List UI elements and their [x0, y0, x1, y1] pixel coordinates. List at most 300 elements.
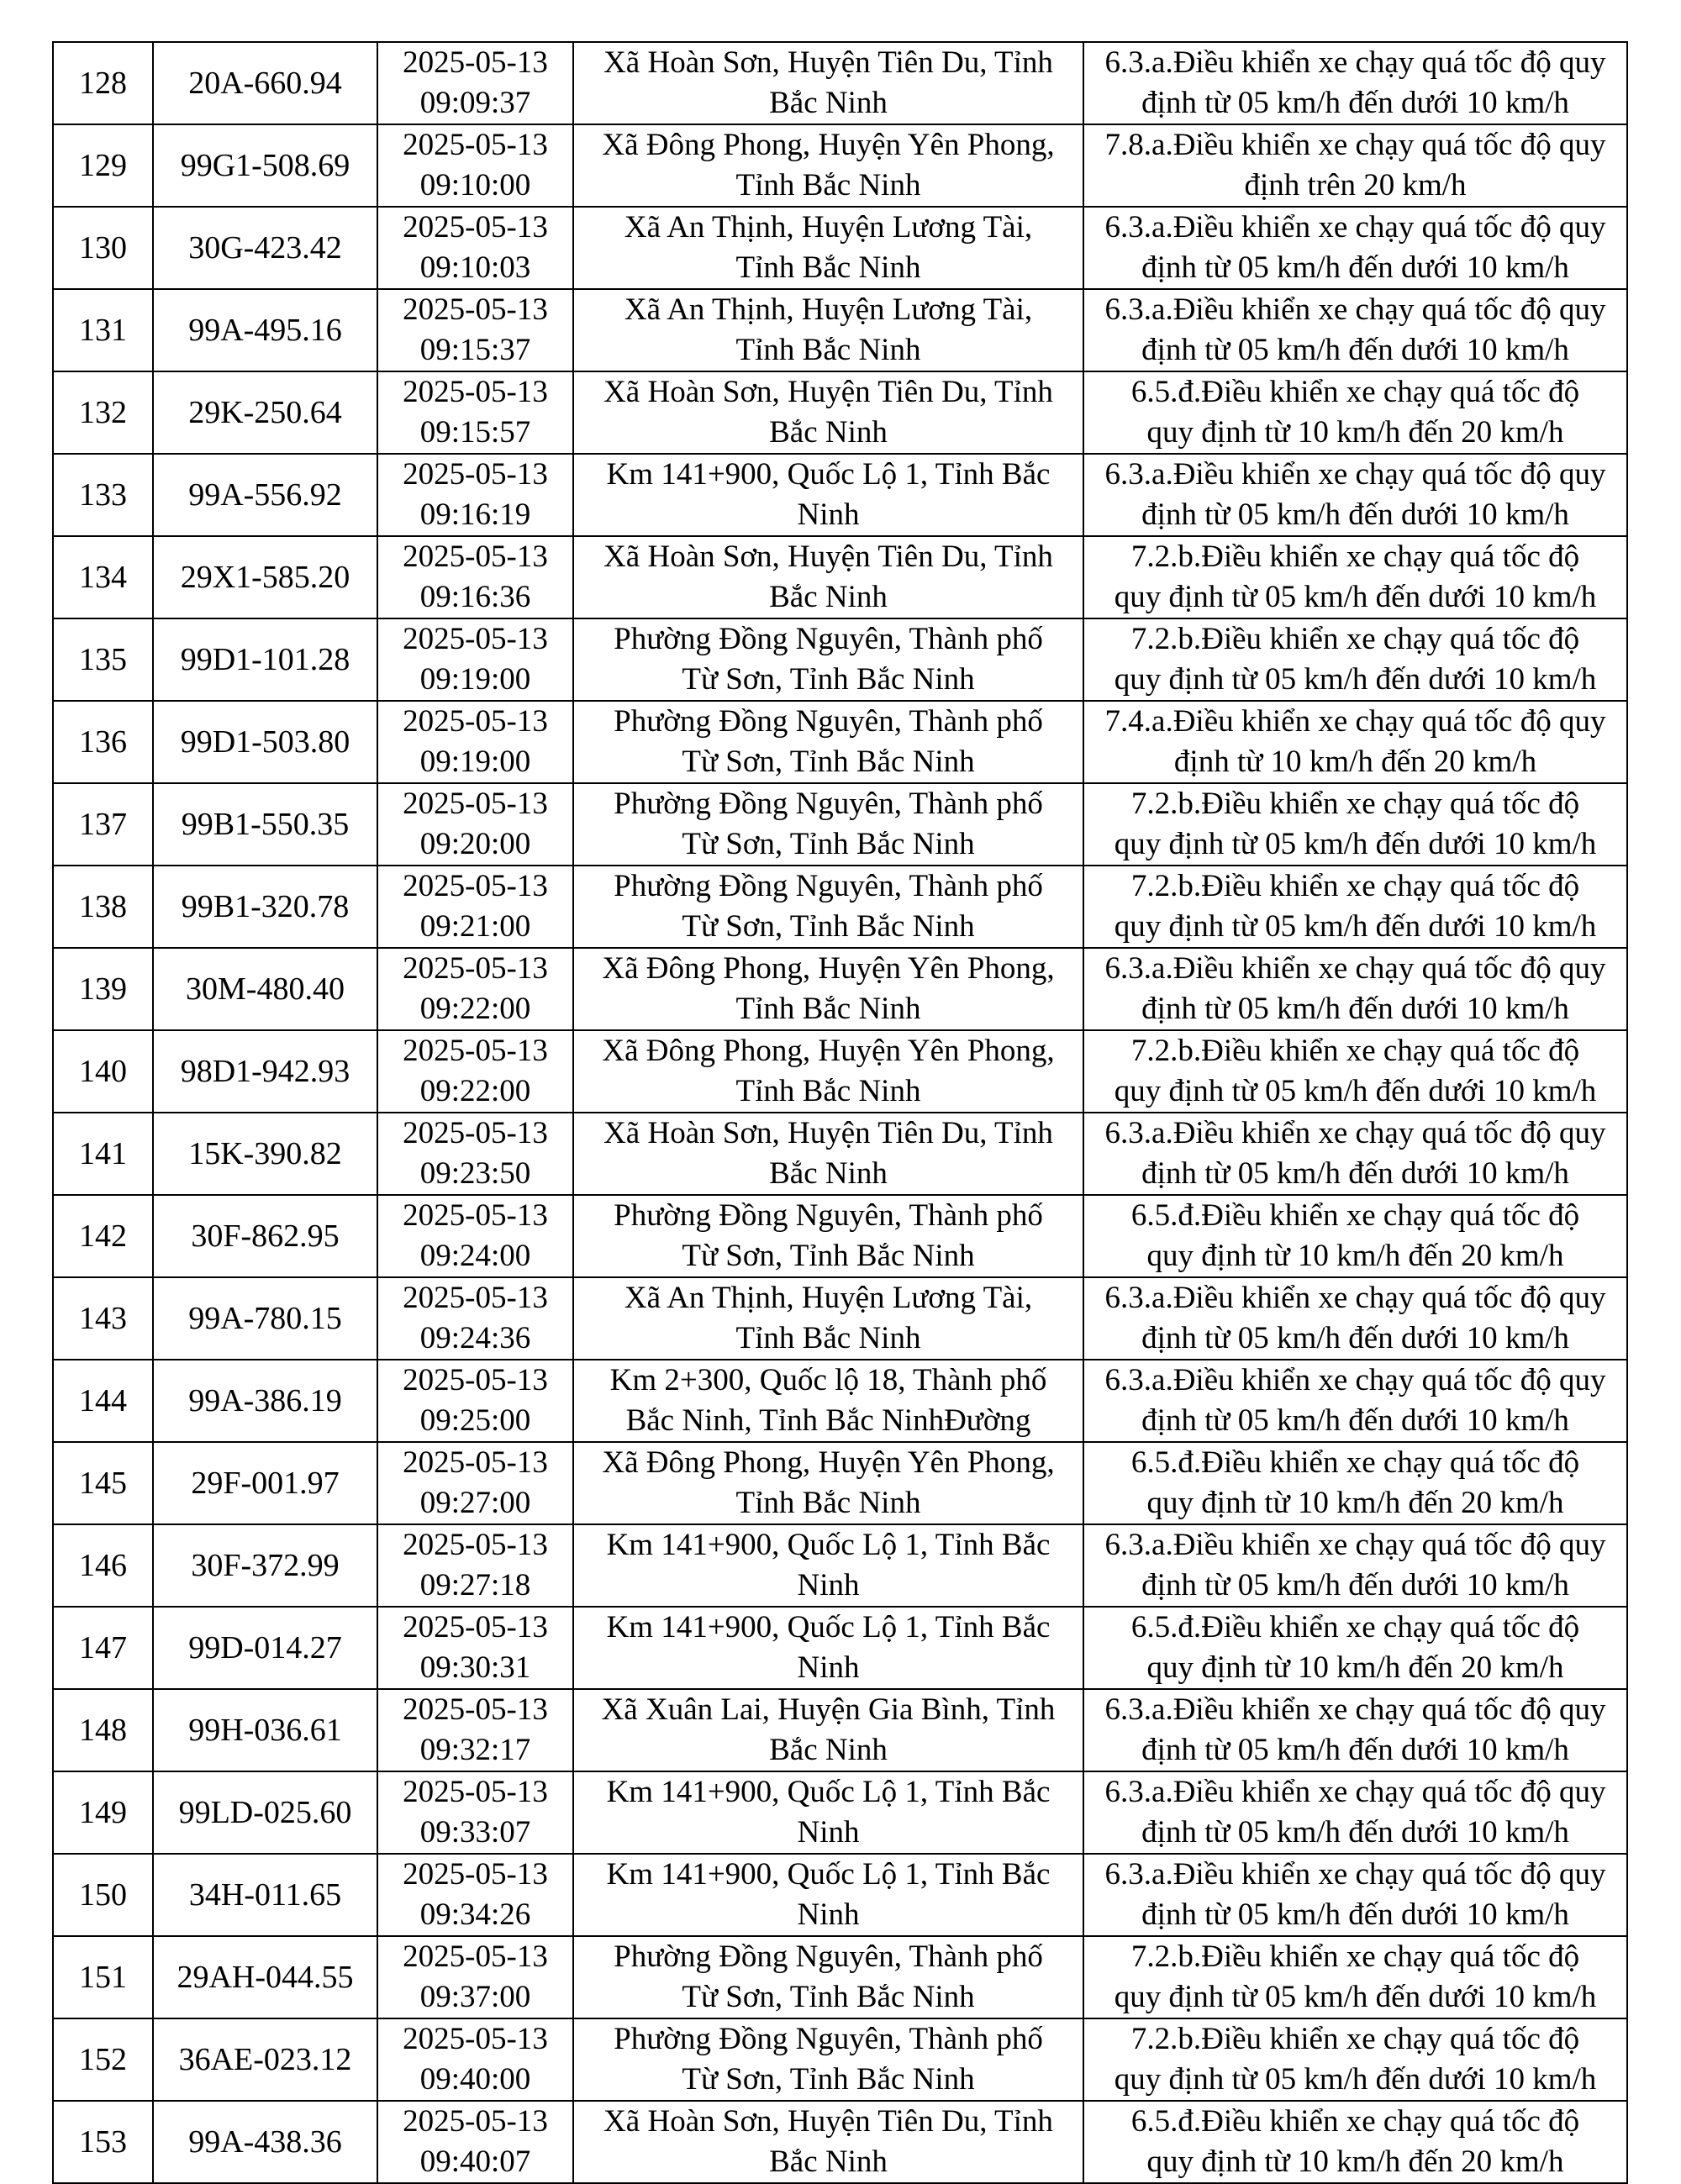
violation-line: 6.3.a.Điều khiển xe chạy quá tốc độ quy — [1104, 1692, 1606, 1727]
violation-cell — [1083, 1113, 1627, 1195]
location-cell — [573, 207, 1083, 289]
violations-table — [52, 41, 1628, 2184]
violation-date: 2025-05-13 — [403, 787, 548, 821]
location-line: Xã Đông Phong, Huyện Yên Phong, — [602, 1034, 1055, 1068]
row-number-cell: 147 — [53, 1607, 153, 1689]
violation-date: 2025-05-13 — [403, 622, 548, 656]
license-plate-cell: 29X1-585.20 — [153, 536, 377, 618]
license-plate-cell: 99B1-550.35 — [153, 783, 377, 866]
table-row — [53, 1277, 1627, 1360]
license-plate-cell: 98D1-942.93 — [153, 1030, 377, 1113]
violation-line: 7.8.a.Điều khiển xe chạy quá tốc độ quy — [1104, 128, 1606, 162]
violation-date: 2025-05-13 — [403, 292, 548, 327]
table-row — [53, 1524, 1627, 1607]
timestamp-cell — [377, 289, 573, 371]
violation-date: 2025-05-13 — [403, 869, 548, 903]
violation-time: 09:22:00 — [419, 992, 531, 1026]
violation-time: 09:24:00 — [419, 1239, 531, 1273]
location-line: Ninh — [797, 1815, 860, 1850]
timestamp-cell — [377, 948, 573, 1030]
violation-time: 09:40:00 — [419, 2062, 531, 2097]
location-line: Bắc Ninh — [769, 1733, 888, 1767]
location-line: Bắc Ninh — [769, 580, 888, 614]
violation-time: 09:34:26 — [419, 1897, 531, 1932]
violation-time: 09:33:07 — [419, 1815, 531, 1850]
location-line: Từ Sơn, Tỉnh Bắc Ninh — [682, 2062, 975, 2097]
location-cell — [573, 2018, 1083, 2101]
table-row — [53, 1689, 1627, 1771]
location-line: Tỉnh Bắc Ninh — [735, 168, 921, 203]
violation-line: 7.4.a.Điều khiển xe chạy quá tốc độ quy — [1104, 704, 1606, 739]
violation-line: quy định từ 05 km/h đến dưới 10 km/h — [1114, 662, 1597, 697]
location-line: Từ Sơn, Tỉnh Bắc Ninh — [682, 827, 975, 861]
timestamp-cell — [377, 1360, 573, 1442]
license-plate-cell: 36AE-023.12 — [153, 2018, 377, 2101]
violation-line: 6.3.a.Điều khiển xe chạy quá tốc độ quy — [1104, 1857, 1606, 1892]
location-line: Km 2+300, Quốc lộ 18, Thành phố — [609, 1363, 1047, 1397]
location-line: Phường Đồng Nguyên, Thành phố — [614, 704, 1043, 739]
location-line: Phường Đồng Nguyên, Thành phố — [614, 2022, 1043, 2056]
violation-cell — [1083, 866, 1627, 948]
violation-cell — [1083, 948, 1627, 1030]
row-number-cell: 146 — [53, 1524, 153, 1607]
location-cell — [573, 1195, 1083, 1277]
location-line: Ninh — [797, 1568, 860, 1602]
violation-line: 6.3.a.Điều khiển xe chạy quá tốc độ quy — [1104, 1775, 1606, 1809]
violation-time: 09:19:00 — [419, 662, 531, 697]
table-row — [53, 454, 1627, 536]
location-cell — [573, 1689, 1083, 1771]
violation-date: 2025-05-13 — [403, 1939, 548, 1974]
violation-line: quy định từ 10 km/h đến 20 km/h — [1146, 1486, 1564, 1520]
location-line: Phường Đồng Nguyên, Thành phố — [614, 622, 1043, 656]
violation-cell — [1083, 2101, 1627, 2183]
violation-line: định từ 05 km/h đến dưới 10 km/h — [1141, 1156, 1569, 1191]
violation-date: 2025-05-13 — [403, 1116, 548, 1150]
license-plate-cell: 30F-372.99 — [153, 1524, 377, 1607]
location-line: Xã Hoàn Sơn, Huyện Tiên Du, Tỉnh — [603, 45, 1053, 80]
violation-line: định từ 05 km/h đến dưới 10 km/h — [1141, 1403, 1569, 1438]
violation-line: định trên 20 km/h — [1244, 168, 1467, 203]
violation-time: 09:20:00 — [419, 827, 531, 861]
violation-date: 2025-05-13 — [403, 1528, 548, 1562]
violation-line: quy định từ 10 km/h đến 20 km/h — [1146, 2145, 1564, 2179]
violation-line: quy định từ 10 km/h đến 20 km/h — [1146, 1650, 1564, 1685]
violation-line: định từ 05 km/h đến dưới 10 km/h — [1141, 333, 1569, 367]
row-number-cell: 131 — [53, 289, 153, 371]
license-plate-cell: 99B1-320.78 — [153, 866, 377, 948]
violation-time: 09:30:31 — [419, 1650, 531, 1685]
row-number-cell: 139 — [53, 948, 153, 1030]
violation-line: 6.3.a.Điều khiển xe chạy quá tốc độ quy — [1104, 951, 1606, 986]
violation-time: 09:24:36 — [419, 1321, 531, 1355]
table-row — [53, 1030, 1627, 1113]
location-line: Km 141+900, Quốc Lộ 1, Tỉnh Bắc — [606, 1610, 1051, 1645]
location-line: Phường Đồng Nguyên, Thành phố — [614, 1939, 1043, 1974]
row-number-cell: 136 — [53, 701, 153, 783]
row-number-cell: 151 — [53, 1936, 153, 2018]
violation-time: 09:23:50 — [419, 1156, 531, 1191]
violation-cell — [1083, 1442, 1627, 1524]
license-plate-cell: 99LD-025.60 — [153, 1771, 377, 1854]
violation-cell — [1083, 1030, 1627, 1113]
license-plate-cell: 34H-011.65 — [153, 1854, 377, 1936]
timestamp-cell — [377, 1195, 573, 1277]
location-cell — [573, 42, 1083, 124]
violation-date: 2025-05-13 — [403, 128, 548, 162]
violation-time: 09:15:37 — [419, 333, 531, 367]
table-row — [53, 1195, 1627, 1277]
violation-line: định từ 10 km/h đến 20 km/h — [1173, 745, 1537, 779]
timestamp-cell — [377, 1936, 573, 2018]
table-row — [53, 2101, 1627, 2183]
timestamp-cell — [377, 701, 573, 783]
violation-line: định từ 05 km/h đến dưới 10 km/h — [1141, 1897, 1569, 1932]
violation-date: 2025-05-13 — [403, 1034, 548, 1068]
violation-line: 6.5.đ.Điều khiển xe chạy quá tốc độ — [1130, 1198, 1580, 1233]
violation-line: quy định từ 10 km/h đến 20 km/h — [1146, 415, 1564, 450]
location-line: Xã Đông Phong, Huyện Yên Phong, — [602, 1445, 1055, 1480]
location-cell — [573, 1442, 1083, 1524]
violation-date: 2025-05-13 — [403, 2022, 548, 2056]
row-number-cell: 135 — [53, 618, 153, 701]
timestamp-cell — [377, 618, 573, 701]
location-cell — [573, 1854, 1083, 1936]
violation-line: 7.2.b.Điều khiển xe chạy quá tốc độ — [1130, 1939, 1580, 1974]
violation-time: 09:40:07 — [419, 2145, 531, 2179]
location-line: Tỉnh Bắc Ninh — [735, 1074, 921, 1108]
location-line: Xã An Thịnh, Huyện Lương Tài, — [624, 1281, 1033, 1315]
violation-cell — [1083, 1195, 1627, 1277]
table-row — [53, 124, 1627, 207]
timestamp-cell — [377, 1689, 573, 1771]
location-line: Bắc Ninh — [769, 2145, 888, 2179]
violation-cell — [1083, 1689, 1627, 1771]
row-number-cell: 149 — [53, 1771, 153, 1854]
location-line: Tỉnh Bắc Ninh — [735, 1486, 921, 1520]
location-line: Tỉnh Bắc Ninh — [735, 250, 921, 285]
violation-line: 6.3.a.Điều khiển xe chạy quá tốc độ quy — [1104, 45, 1606, 80]
location-line: Km 141+900, Quốc Lộ 1, Tỉnh Bắc — [606, 457, 1051, 492]
violation-line: 6.3.a.Điều khiển xe chạy quá tốc độ quy — [1104, 1528, 1606, 1562]
violation-cell — [1083, 618, 1627, 701]
violation-time: 09:09:37 — [419, 86, 531, 120]
location-cell — [573, 124, 1083, 207]
location-cell — [573, 866, 1083, 948]
row-number-cell: 145 — [53, 1442, 153, 1524]
violation-time: 09:16:36 — [419, 580, 531, 614]
license-plate-cell: 15K-390.82 — [153, 1113, 377, 1195]
license-plate-cell: 20A-660.94 — [153, 42, 377, 124]
violation-date: 2025-05-13 — [403, 951, 548, 986]
table-row — [53, 948, 1627, 1030]
violation-time: 09:15:57 — [419, 415, 531, 450]
violation-cell — [1083, 371, 1627, 454]
license-plate-cell: 99A-780.15 — [153, 1277, 377, 1360]
table-row — [53, 866, 1627, 948]
violation-date: 2025-05-13 — [403, 1281, 548, 1315]
row-number-cell: 152 — [53, 2018, 153, 2101]
location-cell — [573, 1936, 1083, 2018]
timestamp-cell — [377, 454, 573, 536]
violation-time: 09:21:00 — [419, 909, 531, 944]
violation-time: 09:10:00 — [419, 168, 531, 203]
violation-line: định từ 05 km/h đến dưới 10 km/h — [1141, 992, 1569, 1026]
violation-date: 2025-05-13 — [403, 375, 548, 409]
violation-date: 2025-05-13 — [403, 539, 548, 574]
violation-line: quy định từ 05 km/h đến dưới 10 km/h — [1114, 827, 1597, 861]
timestamp-cell — [377, 207, 573, 289]
row-number-cell: 142 — [53, 1195, 153, 1277]
license-plate-cell: 30M-480.40 — [153, 948, 377, 1030]
timestamp-cell — [377, 1854, 573, 1936]
location-line: Từ Sơn, Tỉnh Bắc Ninh — [682, 1980, 975, 2014]
location-line: Xã Đông Phong, Huyện Yên Phong, — [602, 128, 1055, 162]
table-row — [53, 2018, 1627, 2101]
violation-cell — [1083, 124, 1627, 207]
license-plate-cell: 30G-423.42 — [153, 207, 377, 289]
table-row — [53, 618, 1627, 701]
violation-date: 2025-05-13 — [403, 1445, 548, 1480]
license-plate-cell: 99D1-503.80 — [153, 701, 377, 783]
violation-cell — [1083, 1771, 1627, 1854]
violation-date: 2025-05-13 — [403, 210, 548, 245]
table-row — [53, 701, 1627, 783]
location-line: Km 141+900, Quốc Lộ 1, Tỉnh Bắc — [606, 1775, 1051, 1809]
location-line: Phường Đồng Nguyên, Thành phố — [614, 787, 1043, 821]
violation-cell — [1083, 42, 1627, 124]
location-line: Ninh — [797, 1650, 860, 1685]
violation-date: 2025-05-13 — [403, 1857, 548, 1892]
timestamp-cell — [377, 2018, 573, 2101]
violation-cell — [1083, 1854, 1627, 1936]
violation-line: định từ 05 km/h đến dưới 10 km/h — [1141, 1733, 1569, 1767]
timestamp-cell — [377, 1607, 573, 1689]
violation-date: 2025-05-13 — [403, 704, 548, 739]
location-line: Bắc Ninh, Tỉnh Bắc NinhĐường — [625, 1403, 1031, 1438]
location-line: Từ Sơn, Tỉnh Bắc Ninh — [682, 662, 975, 697]
violation-time: 09:27:18 — [419, 1568, 531, 1602]
location-cell — [573, 1277, 1083, 1360]
location-cell — [573, 1771, 1083, 1854]
violation-line: định từ 05 km/h đến dưới 10 km/h — [1141, 1568, 1569, 1602]
violation-line: quy định từ 05 km/h đến dưới 10 km/h — [1114, 580, 1597, 614]
license-plate-cell: 99G1-508.69 — [153, 124, 377, 207]
violation-cell — [1083, 1277, 1627, 1360]
violation-line: định từ 05 km/h đến dưới 10 km/h — [1141, 1815, 1569, 1850]
violation-cell — [1083, 454, 1627, 536]
violation-line: quy định từ 05 km/h đến dưới 10 km/h — [1114, 2062, 1597, 2097]
location-line: Xã Hoàn Sơn, Huyện Tiên Du, Tỉnh — [603, 539, 1053, 574]
violation-line: quy định từ 05 km/h đến dưới 10 km/h — [1114, 1074, 1597, 1108]
location-cell — [573, 536, 1083, 618]
location-line: Xã Đông Phong, Huyện Yên Phong, — [602, 951, 1055, 986]
timestamp-cell — [377, 783, 573, 866]
violation-cell — [1083, 289, 1627, 371]
violation-line: 7.2.b.Điều khiển xe chạy quá tốc độ — [1130, 787, 1580, 821]
violation-cell — [1083, 207, 1627, 289]
violation-line: định từ 05 km/h đến dưới 10 km/h — [1141, 1321, 1569, 1355]
license-plate-cell: 99D1-101.28 — [153, 618, 377, 701]
violation-cell — [1083, 1360, 1627, 1442]
violation-date: 2025-05-13 — [403, 1610, 548, 1645]
location-cell — [573, 289, 1083, 371]
location-line: Km 141+900, Quốc Lộ 1, Tỉnh Bắc — [606, 1857, 1051, 1892]
violation-line: 6.5.đ.Điều khiển xe chạy quá tốc độ — [1130, 2104, 1580, 2139]
location-line: Bắc Ninh — [769, 86, 888, 120]
violation-date: 2025-05-13 — [403, 1198, 548, 1233]
table-row — [53, 1854, 1627, 1936]
timestamp-cell — [377, 2101, 573, 2183]
license-plate-cell: 99A-386.19 — [153, 1360, 377, 1442]
violation-time: 09:22:00 — [419, 1074, 531, 1108]
violation-time: 09:19:00 — [419, 745, 531, 779]
row-number-cell: 153 — [53, 2101, 153, 2183]
location-cell — [573, 1360, 1083, 1442]
violation-line: 6.5.đ.Điều khiển xe chạy quá tốc độ — [1130, 1610, 1580, 1645]
location-line: Ninh — [797, 497, 860, 532]
timestamp-cell — [377, 1030, 573, 1113]
location-cell — [573, 2101, 1083, 2183]
violation-date: 2025-05-13 — [403, 1363, 548, 1397]
violation-line: 7.2.b.Điều khiển xe chạy quá tốc độ — [1130, 2022, 1580, 2056]
row-number-cell: 150 — [53, 1854, 153, 1936]
violation-line: định từ 05 km/h đến dưới 10 km/h — [1141, 86, 1569, 120]
row-number-cell: 134 — [53, 536, 153, 618]
location-line: Bắc Ninh — [769, 1156, 888, 1191]
row-number-cell: 144 — [53, 1360, 153, 1442]
timestamp-cell — [377, 866, 573, 948]
violation-line: 6.5.đ.Điều khiển xe chạy quá tốc độ — [1130, 1445, 1580, 1480]
violation-date: 2025-05-13 — [403, 45, 548, 80]
row-number-cell: 138 — [53, 866, 153, 948]
table-row — [53, 783, 1627, 866]
table-row — [53, 536, 1627, 618]
location-line: Tỉnh Bắc Ninh — [735, 1321, 921, 1355]
violation-line: 6.3.a.Điều khiển xe chạy quá tốc độ quy — [1104, 1281, 1606, 1315]
violation-date: 2025-05-13 — [403, 2104, 548, 2139]
location-line: Từ Sơn, Tỉnh Bắc Ninh — [682, 745, 975, 779]
location-line: Phường Đồng Nguyên, Thành phố — [614, 1198, 1043, 1233]
timestamp-cell — [377, 536, 573, 618]
license-plate-cell: 99A-495.16 — [153, 289, 377, 371]
row-number-cell: 137 — [53, 783, 153, 866]
timestamp-cell — [377, 1442, 573, 1524]
location-cell — [573, 454, 1083, 536]
table-row — [53, 42, 1627, 124]
timestamp-cell — [377, 1277, 573, 1360]
violation-line: 6.3.a.Điều khiển xe chạy quá tốc độ quy — [1104, 1116, 1606, 1150]
row-number-cell: 128 — [53, 42, 153, 124]
violation-cell — [1083, 1524, 1627, 1607]
table-row — [53, 371, 1627, 454]
license-plate-cell: 99D-014.27 — [153, 1607, 377, 1689]
table-row — [53, 1771, 1627, 1854]
location-line: Xã Xuân Lai, Huyện Gia Bình, Tỉnh — [601, 1692, 1056, 1727]
violation-cell — [1083, 1607, 1627, 1689]
timestamp-cell — [377, 1113, 573, 1195]
row-number-cell: 148 — [53, 1689, 153, 1771]
location-line: Xã An Thịnh, Huyện Lương Tài, — [624, 292, 1033, 327]
violation-line: 6.3.a.Điều khiển xe chạy quá tốc độ quy — [1104, 1363, 1606, 1397]
document-page — [52, 41, 1626, 2184]
violation-cell — [1083, 783, 1627, 866]
license-plate-cell: 30F-862.95 — [153, 1195, 377, 1277]
violation-line: 6.3.a.Điều khiển xe chạy quá tốc độ quy — [1104, 457, 1606, 492]
table-row — [53, 1442, 1627, 1524]
timestamp-cell — [377, 1524, 573, 1607]
violation-line: 7.2.b.Điều khiển xe chạy quá tốc độ — [1130, 1034, 1580, 1068]
timestamp-cell — [377, 42, 573, 124]
table-row — [53, 289, 1627, 371]
violation-time: 09:16:19 — [419, 497, 531, 532]
location-line: Từ Sơn, Tỉnh Bắc Ninh — [682, 909, 975, 944]
violation-line: định từ 05 km/h đến dưới 10 km/h — [1141, 250, 1569, 285]
location-line: Xã An Thịnh, Huyện Lương Tài, — [624, 210, 1033, 245]
location-cell — [573, 1113, 1083, 1195]
license-plate-cell: 29AH-044.55 — [153, 1936, 377, 2018]
violation-date: 2025-05-13 — [403, 457, 548, 492]
location-cell — [573, 371, 1083, 454]
violation-line: quy định từ 10 km/h đến 20 km/h — [1146, 1239, 1564, 1273]
violation-date: 2025-05-13 — [403, 1692, 548, 1727]
location-cell — [573, 1607, 1083, 1689]
location-line: Xã Hoàn Sơn, Huyện Tiên Du, Tỉnh — [603, 375, 1053, 409]
row-number-cell: 129 — [53, 124, 153, 207]
location-line: Ninh — [797, 1897, 860, 1932]
row-number-cell: 130 — [53, 207, 153, 289]
location-cell — [573, 701, 1083, 783]
license-plate-cell: 99H-036.61 — [153, 1689, 377, 1771]
violation-line: quy định từ 05 km/h đến dưới 10 km/h — [1114, 1980, 1597, 2014]
violation-time: 09:32:17 — [419, 1733, 531, 1767]
violation-date: 2025-05-13 — [403, 1775, 548, 1809]
location-cell — [573, 1524, 1083, 1607]
license-plate-cell: 29F-001.97 — [153, 1442, 377, 1524]
violation-time: 09:25:00 — [419, 1403, 531, 1438]
timestamp-cell — [377, 124, 573, 207]
violation-cell — [1083, 1936, 1627, 2018]
violation-line: 6.3.a.Điều khiển xe chạy quá tốc độ quy — [1104, 292, 1606, 327]
location-line: Tỉnh Bắc Ninh — [735, 333, 921, 367]
violation-cell — [1083, 536, 1627, 618]
violation-time: 09:27:00 — [419, 1486, 531, 1520]
violation-line: 7.2.b.Điều khiển xe chạy quá tốc độ — [1130, 622, 1580, 656]
row-number-cell: 143 — [53, 1277, 153, 1360]
violation-line: 6.5.đ.Điều khiển xe chạy quá tốc độ — [1130, 375, 1580, 409]
location-line: Xã Hoàn Sơn, Huyện Tiên Du, Tỉnh — [603, 2104, 1053, 2139]
violation-line: định từ 05 km/h đến dưới 10 km/h — [1141, 497, 1569, 532]
violations-table-body — [53, 42, 1627, 2183]
location-cell — [573, 948, 1083, 1030]
violation-line: 6.3.a.Điều khiển xe chạy quá tốc độ quy — [1104, 210, 1606, 245]
location-line: Phường Đồng Nguyên, Thành phố — [614, 869, 1043, 903]
location-line: Từ Sơn, Tỉnh Bắc Ninh — [682, 1239, 975, 1273]
location-cell — [573, 1030, 1083, 1113]
table-row — [53, 1113, 1627, 1195]
row-number-cell: 132 — [53, 371, 153, 454]
location-cell — [573, 783, 1083, 866]
violation-line: 7.2.b.Điều khiển xe chạy quá tốc độ — [1130, 869, 1580, 903]
table-row — [53, 1607, 1627, 1689]
license-plate-cell: 29K-250.64 — [153, 371, 377, 454]
location-line: Tỉnh Bắc Ninh — [735, 992, 921, 1026]
row-number-cell: 141 — [53, 1113, 153, 1195]
violation-time: 09:37:00 — [419, 1980, 531, 2014]
location-line: Bắc Ninh — [769, 415, 888, 450]
license-plate-cell: 99A-438.36 — [153, 2101, 377, 2183]
row-number-cell: 140 — [53, 1030, 153, 1113]
